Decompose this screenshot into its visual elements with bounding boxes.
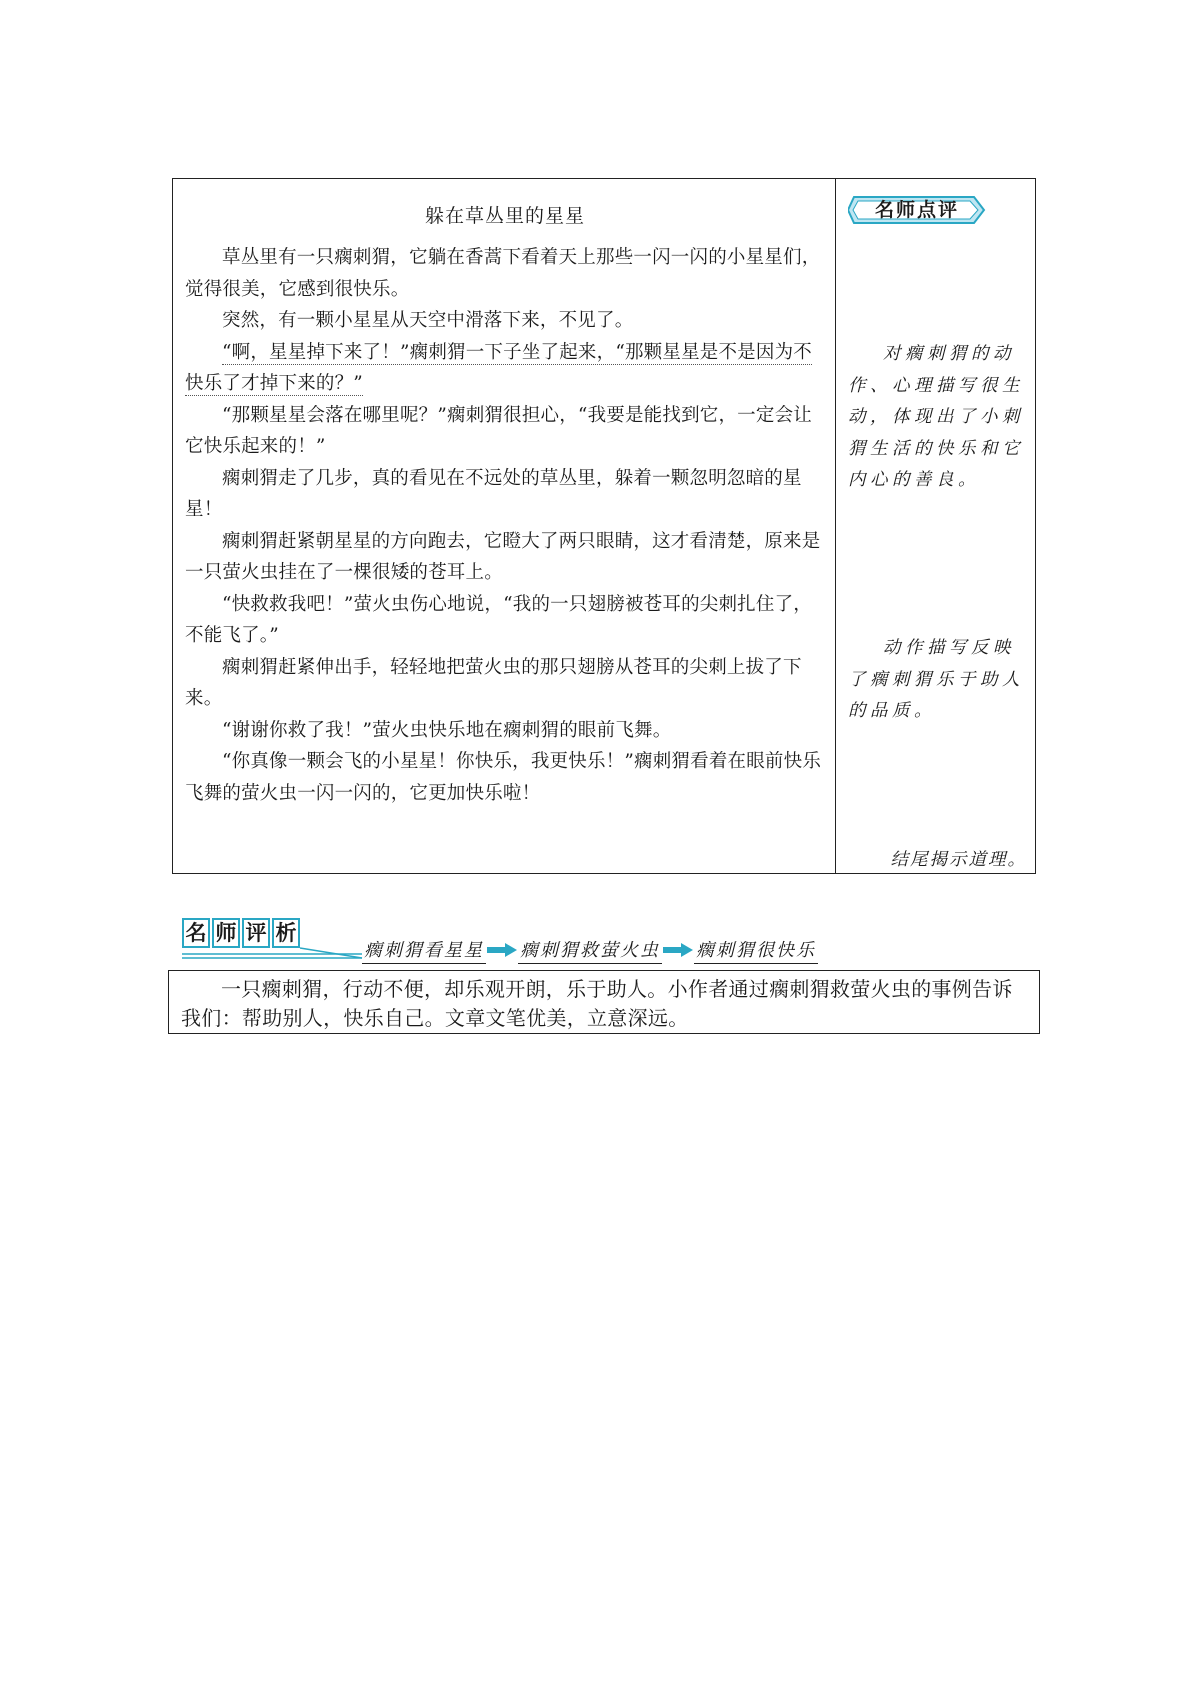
essay-paragraph-10: “你真像一颗会飞的小星星！你快乐，我更快乐！”瘸刺猬看着在眼前快乐飞舞的萤火虫一闪一闪的，它更加快乐啦！ xyxy=(185,751,822,804)
essay-paragraph-3 xyxy=(185,337,825,400)
essay-paragraph-6: 瘸刺猬赶紧朝星星的方向跑去，它瞪大了两只眼睛，这才看清楚，原来是一只萤火虫挂在了一棵很矮的苍耳上。 xyxy=(185,530,821,583)
essay-column xyxy=(173,179,836,873)
essay-paragraph-1: 草丛里有一只瘸刺猬，它躺在香蒿下看着天上那些一闪一闪的小星星们，觉得很美，它感到很快乐。 xyxy=(185,247,821,300)
analysis-badge-char: 师 xyxy=(212,918,240,948)
essay-paragraph-2: 突然，有一颗小星星从天空中滑落下来，不见了。 xyxy=(222,310,634,331)
analysis-badge xyxy=(182,918,302,948)
essay-paragraph-4: “那颗星星会落在哪里呢？”瘸刺猬很担心，“我要是能找到它，一定会让它快乐起来的！” xyxy=(185,404,812,457)
teacher-analysis-header xyxy=(182,918,822,962)
story-flow xyxy=(362,936,818,964)
essay-paragraph-7: “快救救我吧！”萤火虫伤心地说，“我的一只翅膀被苍耳的尖刺扎住了，不能飞了。” xyxy=(185,593,812,646)
analysis-summary-box xyxy=(168,970,1040,1034)
highlighted-sentence: “啊，星星掉下来了！”瘸刺猬一下子坐了起来，“那颗星星是不是因为不快乐了才掉下来的？” xyxy=(185,341,812,394)
essay-title: 躲在草丛里的星星 xyxy=(424,205,585,227)
essay-paragraph-5: 瘸刺猬走了几步，真的看见在不远处的草丛里，躲着一颗忽明忽暗的星星！ xyxy=(185,467,802,520)
comment-ending: 结尾揭示道理。 xyxy=(890,850,1027,870)
essay-table xyxy=(172,178,1036,874)
teacher-comment-badge xyxy=(848,193,986,227)
arrow-right-icon xyxy=(663,943,693,957)
analysis-badge-char: 评 xyxy=(242,918,270,948)
comment-1: 对瘸刺猬的动作、心理描写很生动，体现出了小刺猬生活的快乐和它内心的善良。 xyxy=(848,344,1024,490)
analysis-badge-char: 析 xyxy=(272,918,300,948)
essay-paragraph-9: “谢谢你救了我！”萤火虫快乐地在瘸刺猬的眼前飞舞。 xyxy=(222,719,672,741)
comment-column xyxy=(836,179,1035,873)
analysis-badge-char: 名 xyxy=(182,918,210,948)
flow-step-3: 瘸刺猬很快乐 xyxy=(694,936,818,964)
flow-step-1: 瘸刺猬看星星 xyxy=(362,936,486,964)
essay-paragraph-8: 瘸刺猬赶紧伸出手，轻轻地把萤火虫的那只翅膀从苍耳的尖刺上拔了下来。 xyxy=(185,656,802,709)
comment-2: 动作描写反映了瘸刺猬乐于助人的品质。 xyxy=(848,638,1024,721)
badge-label: 名师点评 xyxy=(874,199,959,221)
arrow-right-icon xyxy=(487,943,517,957)
flow-step-2: 瘸刺猬救萤火虫 xyxy=(518,936,662,964)
analysis-summary: 一只瘸刺猬，行动不便，却乐观开朗，乐于助人。小作者通过瘸刺猬救萤火虫的事例告诉我们：帮助别人，快乐自己。文章文笔优美，立意深远。 xyxy=(181,977,1013,1030)
